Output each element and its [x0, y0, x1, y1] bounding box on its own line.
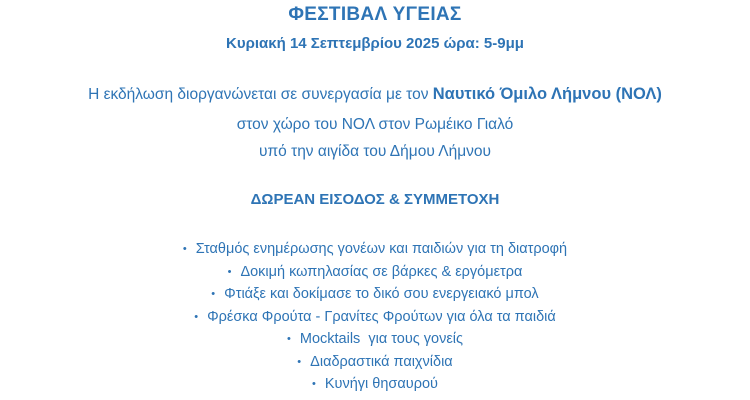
activity-text: Φτιάξε και δοκίμασε το δικό σου ενεργειακό μπολ	[224, 286, 539, 302]
intro-prefix: Η εκδήλωση διοργανώνεται σε συνεργασία με τον	[88, 86, 433, 103]
list-item	[0, 238, 750, 261]
bullet-icon: •	[194, 310, 199, 323]
bullet-icon: •	[227, 265, 232, 278]
event-date-time: Κυριακή 14 Σεπτεμβρίου 2025 ώρα: 5-9μμ	[226, 35, 524, 52]
intro-line-1	[0, 85, 750, 104]
free-entry-heading: ΔΩΡΕΑΝ ΕΙΣΟΔΟΣ & ΣΥΜΜΕΤΟΧΗ	[250, 191, 500, 208]
bullet-icon: •	[211, 288, 216, 300]
list-item	[0, 328, 750, 351]
activity-text: Σταθμός ενημέρωσης γονέων και παιδιών για τη διατροφή	[195, 241, 568, 257]
organizer-name: Ναυτικό Όμιλο Λήμνου (ΝΟΛ)	[432, 85, 662, 103]
bullet-icon: •	[287, 333, 291, 345]
list-item	[0, 373, 750, 396]
page-title: ΦΕΣΤΙΒΑΛ ΥΓΕΙΑΣ	[288, 4, 462, 25]
list-item	[0, 283, 750, 306]
list-item	[0, 261, 750, 284]
activity-text: Φρέσκα Φρούτα - Γρανίτες Φρούτων για όλα τα παιδιά	[207, 308, 556, 325]
activity-text: Διαδραστικά παιχνίδια	[310, 353, 453, 370]
activity-text: Δοκιμή κωπηλασίας σε βάρκες & εργόμετρα	[240, 263, 523, 280]
list-item	[0, 306, 750, 329]
activity-text: Mocktails για τους γονείς	[299, 331, 463, 347]
activities-list	[0, 238, 750, 396]
intro-line-3: υπό την αιγίδα του Δήμου Λήμνου	[258, 143, 492, 160]
bullet-icon: •	[312, 378, 316, 390]
bullet-icon: •	[182, 243, 187, 255]
intro-line-2: στον χώρο του ΝΟΛ στον Ρωμέικο Γιαλό	[236, 116, 514, 133]
activity-text: Κυνήγι θησαυρού	[324, 376, 438, 392]
list-item	[0, 351, 750, 374]
bullet-icon: •	[297, 355, 302, 368]
